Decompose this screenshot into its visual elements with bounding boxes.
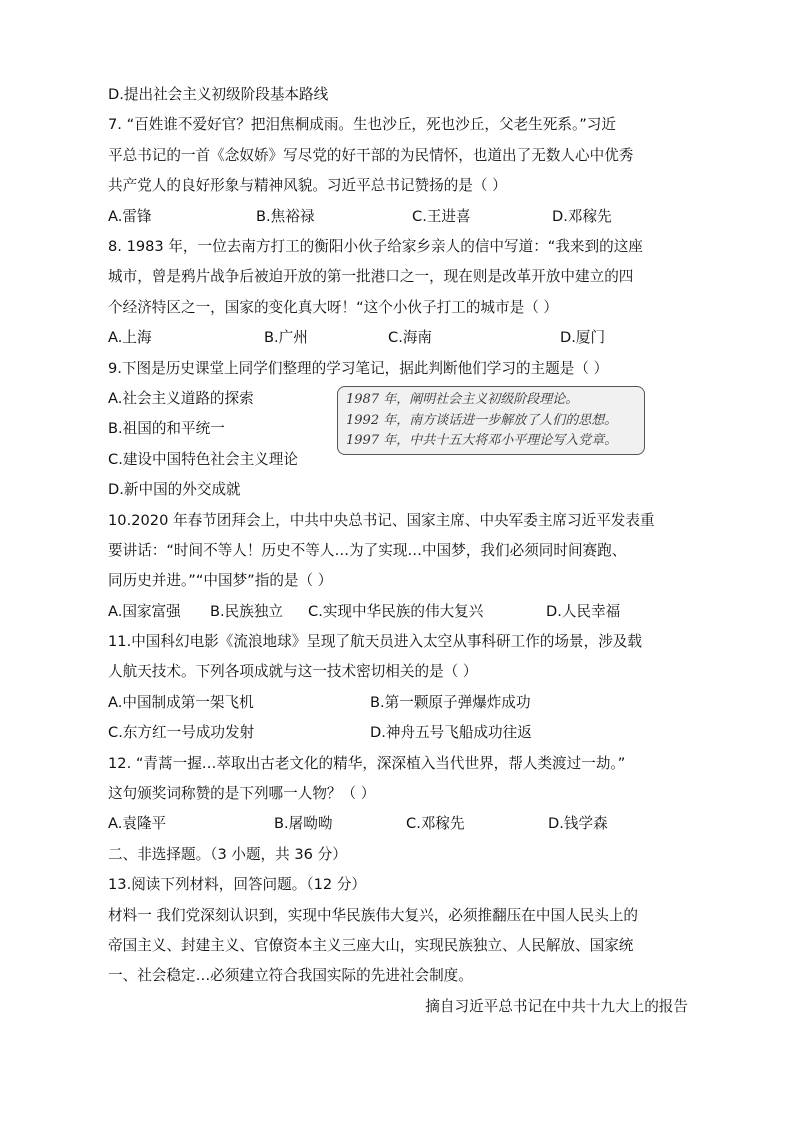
- q9-option-d: D.新中国的外交成就: [108, 481, 241, 499]
- q10-option-c: C.实现中华民族的伟大复兴: [308, 602, 484, 620]
- q8-option-b: B.广州: [264, 329, 308, 347]
- q11-option-a: A.中国制成第一架飞机: [108, 693, 254, 711]
- q7-option-b: B.焦裕禄: [256, 207, 315, 225]
- q12-stem-line-2: 这句颁奖词称赞的是下列哪一人物？（ ）: [108, 785, 376, 803]
- section-heading-non-choice: 二、非选择题。（3 小题，共 36 分）: [108, 845, 347, 863]
- q12-stem-line-1: 12. “青蒿一握…萃取出古老文化的精华，深深植入当代世界，帮人类渡过一劫。”: [108, 754, 626, 772]
- q11-options-row-1: [108, 688, 688, 718]
- q8-stem-line-3: 个经济特区之一，国家的变化真大呀！“这个小伙子打工的城市是（ ）: [108, 298, 559, 316]
- q10-option-b: B.民族独立: [210, 602, 284, 620]
- q11-options-row-2: [108, 718, 688, 748]
- q7-stem-line-2: 平总书记的一首《念奴娇》写尽党的好干部的为民情怀，也道出了无数人心中优秀: [108, 146, 634, 164]
- material-1-line-1: 材料一 我们党深刻认识到，实现中华民族伟大复兴，必须推翻压在中国人民头上的: [108, 906, 639, 924]
- study-note-1997: 1997 年，中共十五大将邓小平理论写入党章。: [346, 433, 618, 449]
- q7-option-d: D.邓稼先: [552, 207, 612, 225]
- q11-stem-line-1: 11.中国科幻电影《流浪地球》呈现了航天员进入太空从事科研工作的场景，涉及载: [108, 633, 642, 651]
- q7-option-a: A.雷锋: [108, 207, 152, 225]
- q7-stem-line-1: 7. “百姓谁不爱好官？把泪焦桐成雨。生也沙丘，死也沙丘，父老生死系。”习近: [108, 116, 616, 134]
- study-note-1992: 1992 年，南方谈话进一步解放了人们的思想。: [346, 412, 618, 428]
- q13-stem: 13.阅读下列材料，回答问题。（12 分）: [108, 876, 367, 894]
- q12-option-b: B.屠呦呦: [274, 815, 333, 833]
- q9-options-block: [108, 384, 688, 506]
- q6-option-d: D.提出社会主义初级阶段基本路线: [108, 86, 329, 103]
- q8-stem-line-2: 城市，曾是鸦片战争后被迫开放的第一批港口之一，现在则是改革开放中建立的四: [108, 268, 634, 286]
- q12-options: [108, 809, 688, 839]
- q9-option-b: B.祖国的和平统一: [108, 420, 225, 438]
- q12-option-d: D.钱学森: [548, 815, 608, 833]
- q11-option-b: B.第一颗原子弹爆炸成功: [370, 693, 531, 711]
- q10-stem-line-1: 10.2020 年春节团拜会上，中共中央总书记、国家主席、中央军委主席习近平发表重: [108, 511, 655, 529]
- material-1-source: 摘自习近平总书记在中共十九大上的报告: [425, 997, 688, 1015]
- q11-option-d: D.神舟五号飞船成功往返: [370, 724, 532, 742]
- exam-page: [108, 80, 688, 1022]
- q10-stem-line-3: 同历史并进。”“中国梦”指的是（ ）: [108, 572, 333, 590]
- q8-options: [108, 323, 688, 353]
- q10-stem-line-2: 要讲话：“时间不等人！历史不等人…为了实现…中国梦，我们必须同时间赛跑、: [108, 541, 627, 559]
- q8-option-c: C.海南: [388, 329, 433, 347]
- q7-stem-line-3: 共产党人的良好形象与精神风貌。习近平总书记赞扬的是（ ）: [108, 177, 507, 195]
- q12-option-a: A.袁隆平: [108, 815, 167, 833]
- q10-option-d: D.人民幸福: [546, 602, 621, 620]
- q9-option-c: C.建设中国特色社会主义理论: [108, 450, 298, 468]
- q7-options: [108, 202, 688, 232]
- q8-stem-line-1: 8. 1983 年，一位去南方打工的衡阳小伙子给家乡亲人的信中写道：“我来到的这座: [108, 237, 643, 255]
- q11-stem-line-2: 人航天技术。下列各项成就与这一技术密切相关的是（ ）: [108, 663, 478, 681]
- material-1-line-3: 一、社会稳定…必须建立符合我国实际的先进社会制度。: [108, 967, 473, 985]
- q8-option-d: D.厦门: [560, 329, 606, 347]
- q11-option-c: C.东方红一号成功发射: [108, 724, 255, 742]
- q10-options: [108, 597, 688, 627]
- q10-option-a: A.国家富强: [108, 602, 181, 620]
- study-notes-image: [337, 386, 645, 455]
- q8-option-a: A.上海: [108, 329, 152, 347]
- q9-option-a: A.社会主义道路的探索: [108, 389, 254, 407]
- q12-option-c: C.邓稼先: [406, 815, 465, 833]
- q9-stem-line-1: 9.下图是历史课堂上同学们整理的学习笔记，据此判断他们学习的主题是（ ）: [108, 359, 609, 377]
- study-note-1987: 1987 年，阐明社会主义初级阶段理论。: [346, 391, 579, 407]
- q7-option-c: C.王进喜: [412, 207, 471, 225]
- material-1-line-2: 帝国主义、封建主义、官僚资本主义三座大山，实现民族独立、人民解放、国家统: [108, 936, 634, 954]
